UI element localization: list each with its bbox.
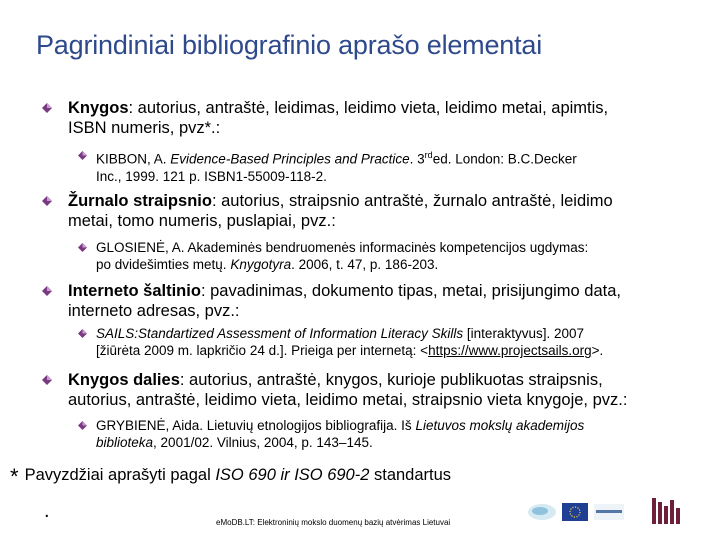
bullet-label: Interneto šaltinio [68,282,201,300]
bullet-text: : autorius, antraštė, knygos, kurioje publikuotas straipsnis, [179,371,603,389]
bullet-label: Žurnalo straipsnio [68,192,212,210]
bullet-text-line2: interneto adresas, pvz.: [68,302,240,320]
institution-logo-icon [652,498,680,524]
footnote-star: * [10,464,19,489]
bullet-text-line2: autorius, antraštė, leidimo vieta, leidimo metai, straipsnio vieta knygoje, pvz.: [68,391,628,409]
example-interneto: SAILS:Standartized Assessment of Information Literacy Skills [interaktyvus]. 2007 [žiūrėta 2009 m. lapkričio 24 d.]. Prieiga per internetą: <https://www.projectsails.org>. [78,325,603,359]
bullet-label: Knygos [68,99,129,117]
diamond-bullet-icon [78,329,87,338]
bullet-interneto [42,281,621,321]
bullet-zurnalo [42,191,613,231]
diamond-bullet-icon [78,243,87,252]
bullet-text: : autorius, antraštė, leidimas, leidimo vieta, leidimo metai, apimtis, [128,99,609,117]
bullet-text-line2: metai, tomo numeris, puslapiai, pvz.: [68,212,336,230]
projectsails-link[interactable]: https://www.projectsails.org [428,343,592,358]
diamond-bullet-icon [42,375,52,385]
diamond-bullet-icon [42,196,52,206]
ministry-logo-icon [594,504,624,520]
bullet-knygos [42,98,608,138]
bullet-knygos-dalies [42,370,627,410]
diamond-bullet-icon [78,421,87,430]
example-knygos: KIBBON, A. Evidence-Based Principles and Practice. 3rded. London: B.C.Decker Inc., 1999. 121 p. ISBN1-55009-118-2. [78,147,577,185]
footer-text: eMoDB.LT: Elektroninių mokslo duomenų bazių atvėrimas Lietuvai [216,518,451,527]
bullet-text: : autorius, straipsnio antraštė, žurnalo antraštė, leidimo [211,192,613,210]
diamond-bullet-icon [78,151,87,160]
example-knygos-dalies: GRYBIENĖ, Aida. Lietuvių etnologijos bibliografija. Iš Lietuvos mokslų akademijos biblioteka, 2001/02. Vilnius, 2004, p. 143–145. [78,417,584,451]
eu-flag-icon [562,503,588,521]
empty-bullet: . [44,500,50,522]
project-logo-icon [528,504,556,520]
slide-title: Pagrindiniai bibliografinio aprašo elementai [36,30,543,60]
example-zurnalo: GLOSIENĖ, A. Akademinės bendruomenės informacinės kompetencijos ugdymas: po dvidešimties metų. Knygotyra. 2006, t. 47, p. 186-203. [78,239,588,273]
bullet-label: Knygos dalies [68,371,180,389]
bullet-text: : pavadinimas, dokumento tipas, metai, prisijungimo data, [200,282,621,300]
footnote: * Pavyzdžiai aprašyti pagal ISO 690 ir ISO 690-2 standartus [10,464,452,489]
diamond-bullet-icon [42,286,52,296]
sponsor-logos [520,498,700,524]
bullet-text-line2: ISBN numeris, pvz*.: [68,119,221,137]
diamond-bullet-icon [42,103,52,113]
